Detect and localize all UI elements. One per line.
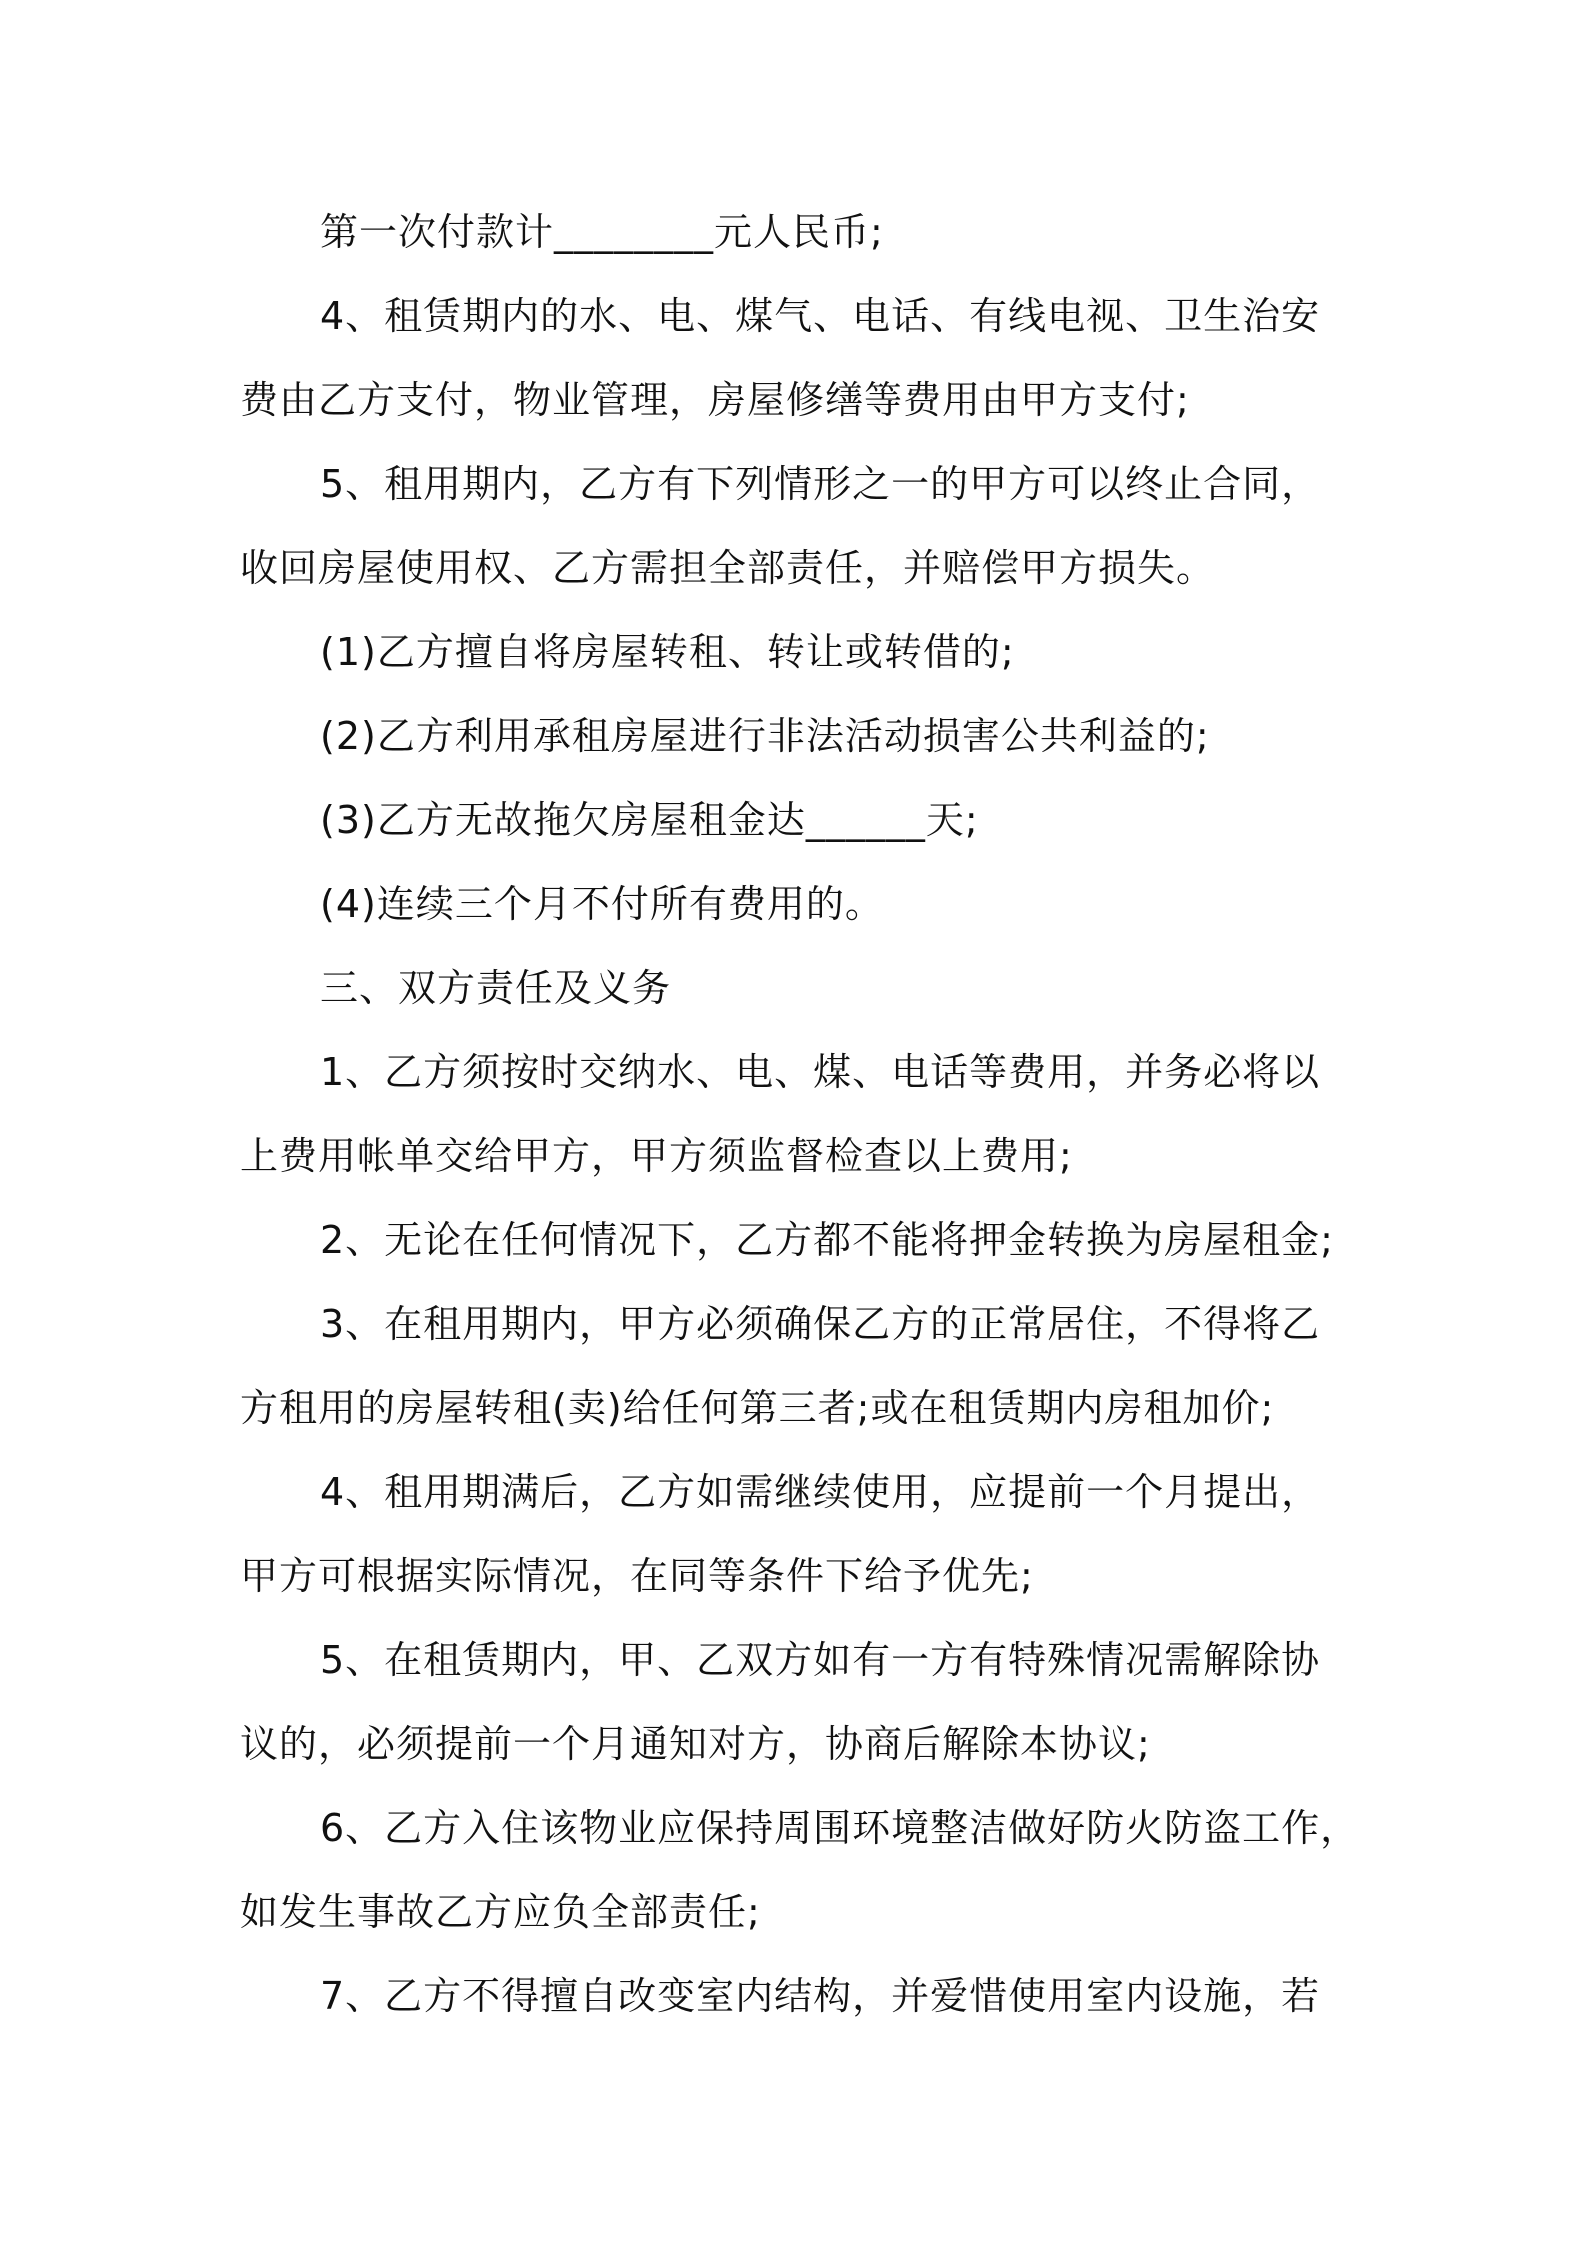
paragraph-line: 6、乙方入住该物业应保持周围环境整洁做好防火防盗工作， [320, 1806, 1360, 1850]
paragraph-line: 4、租用期满后，乙方如需继续使用，应提前一个月提出， [320, 1470, 1321, 1514]
paragraph-line: 第一次付款计________元人民币; [320, 210, 884, 254]
paragraph-line: 如发生事故乙方应负全部责任; [240, 1890, 761, 1934]
paragraph-line: 上费用帐单交给甲方，甲方须监督检查以上费用; [240, 1134, 1073, 1178]
paragraph-line: 方租用的房屋转租(卖)给任何第三者;或在租赁期内房租加价; [240, 1386, 1275, 1430]
paragraph-line: (4)连续三个月不付所有费用的。 [320, 882, 884, 926]
paragraph-line: (2)乙方利用承租房屋进行非法活动损害公共利益的; [320, 714, 1210, 758]
paragraph-line: (3)乙方无故拖欠房屋租金达______天; [320, 798, 979, 842]
paragraph-line: 5、在租赁期内，甲、乙双方如有一方有特殊情况需解除协 [320, 1638, 1321, 1682]
paragraph-line: 甲方可根据实际情况，在同等条件下给予优先; [240, 1554, 1034, 1598]
paragraph-line: 5、租用期内，乙方有下列情形之一的甲方可以终止合同， [320, 462, 1321, 506]
paragraph-line: 费由乙方支付，物业管理，房屋修缮等费用由甲方支付; [240, 378, 1190, 422]
paragraph-line: (1)乙方擅自将房屋转租、转让或转借的; [320, 630, 1015, 674]
paragraph-line: 2、无论在任何情况下，乙方都不能将押金转换为房屋租金; [320, 1218, 1334, 1262]
paragraph-line: 3、在租用期内，甲方必须确保乙方的正常居住，不得将乙 [320, 1302, 1321, 1346]
paragraph-line: 收回房屋使用权、乙方需担全部责任，并赔偿甲方损失。 [240, 546, 1216, 590]
paragraph-line: 议的，必须提前一个月通知对方，协商后解除本协议; [240, 1722, 1151, 1766]
paragraph-line: 4、租赁期内的水、电、煤气、电话、有线电视、卫生治安 [320, 294, 1321, 338]
paragraph-line: 7、乙方不得擅自改变室内结构，并爱惜使用室内设施，若 [320, 1974, 1321, 2018]
contract-text [240, 190, 1360, 2038]
section-heading: 三、双方责任及义务 [320, 966, 672, 1010]
paragraph-line: 1、乙方须按时交纳水、电、煤、电话等费用，并务必将以 [320, 1050, 1321, 1094]
